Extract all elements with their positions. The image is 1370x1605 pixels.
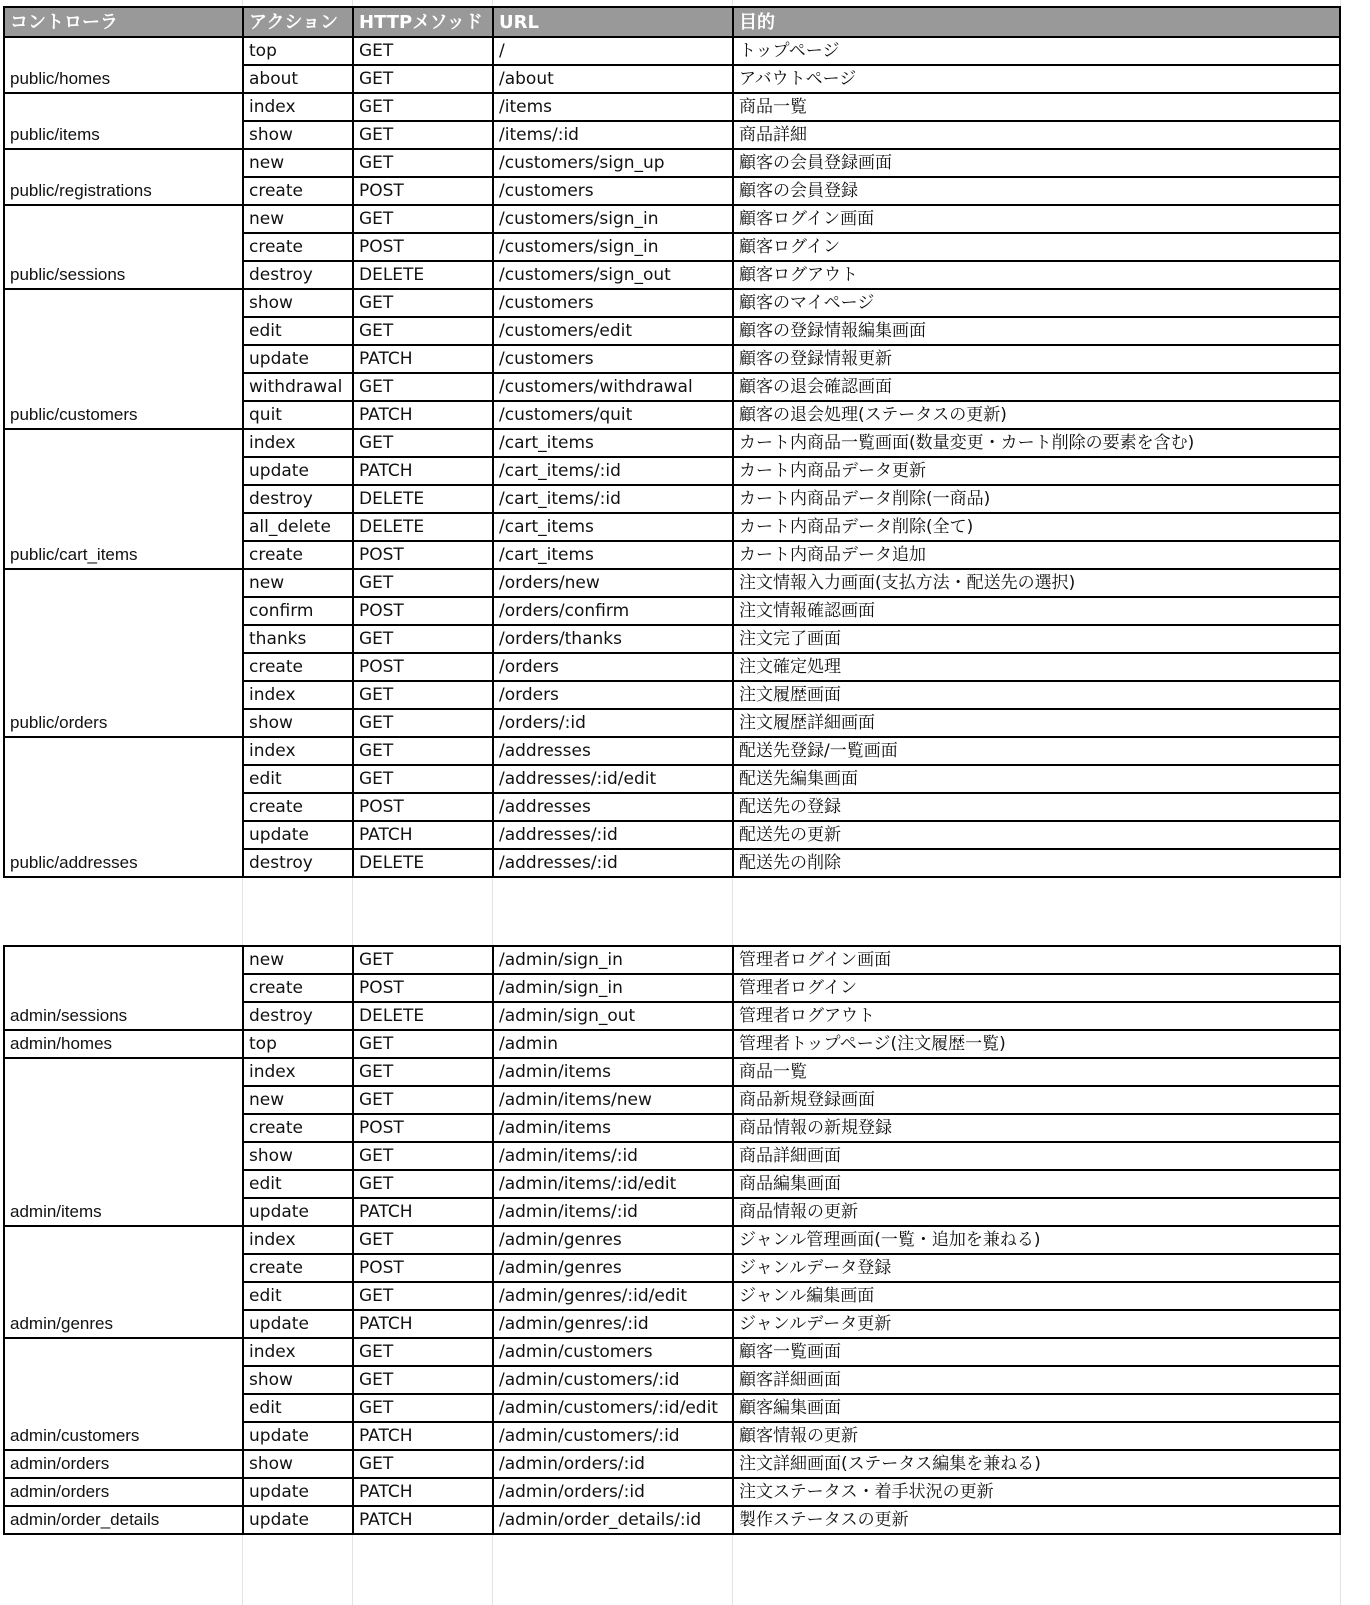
url-cell: /admin/customers/:id/edit <box>493 1394 733 1422</box>
http-method-cell: GET <box>353 149 493 177</box>
http-method-cell: POST <box>353 597 493 625</box>
url-cell: /admin/items <box>493 1114 733 1142</box>
controller-cell: admin/orders <box>4 1478 243 1506</box>
purpose-cell: 配送先登録/一覧画面 <box>733 737 1340 765</box>
purpose-cell: 管理者トップページ(注文履歴一覧) <box>733 1030 1340 1058</box>
url-cell: /about <box>493 65 733 93</box>
url-cell: /admin/orders/:id <box>493 1478 733 1506</box>
purpose-cell: 製作ステータスの更新 <box>733 1506 1340 1534</box>
purpose-cell: 顧客一覧画面 <box>733 1338 1340 1366</box>
url-cell: /addresses <box>493 793 733 821</box>
purpose-cell: 配送先の更新 <box>733 821 1340 849</box>
url-cell: /admin/items/:id <box>493 1142 733 1170</box>
action-cell: update <box>243 457 353 485</box>
table-row <box>4 946 1340 974</box>
url-cell: /customers/quit <box>493 401 733 429</box>
http-method-cell: DELETE <box>353 849 493 877</box>
url-cell: /admin/items <box>493 1058 733 1086</box>
http-method-cell: GET <box>353 429 493 457</box>
action-cell: edit <box>243 1394 353 1422</box>
action-cell: all_delete <box>243 513 353 541</box>
table-row <box>4 1338 1340 1366</box>
http-method-cell: GET <box>353 1282 493 1310</box>
url-cell: /admin/items/:id <box>493 1198 733 1226</box>
http-method-cell: POST <box>353 974 493 1002</box>
controller-cell: public/homes <box>4 37 243 93</box>
header-url: URL <box>493 7 733 37</box>
purpose-cell: 注文確定処理 <box>733 653 1340 681</box>
admin-routes-table <box>3 945 1341 1535</box>
url-cell: /customers <box>493 177 733 205</box>
url-cell: /cart_items/:id <box>493 485 733 513</box>
action-cell: destroy <box>243 261 353 289</box>
purpose-cell: 顧客の退会確認画面 <box>733 373 1340 401</box>
action-cell: new <box>243 946 353 974</box>
action-cell: thanks <box>243 625 353 653</box>
action-cell: new <box>243 149 353 177</box>
url-cell: /admin/customers/:id <box>493 1422 733 1450</box>
action-cell: create <box>243 1114 353 1142</box>
controller-cell: admin/sessions <box>4 946 243 1030</box>
header-row <box>4 7 1340 37</box>
table-row <box>4 429 1340 457</box>
action-cell: update <box>243 1198 353 1226</box>
http-method-cell: POST <box>353 541 493 569</box>
table-row <box>4 1030 1340 1058</box>
purpose-cell: 注文完了画面 <box>733 625 1340 653</box>
purpose-cell: ジャンルデータ登録 <box>733 1254 1340 1282</box>
url-cell: / <box>493 37 733 65</box>
action-cell: about <box>243 65 353 93</box>
header-purpose: 目的 <box>733 7 1340 37</box>
url-cell: /orders <box>493 653 733 681</box>
purpose-cell: 顧客編集画面 <box>733 1394 1340 1422</box>
action-cell: edit <box>243 1282 353 1310</box>
http-method-cell: DELETE <box>353 1002 493 1030</box>
controller-cell: public/customers <box>4 289 243 429</box>
purpose-cell: カート内商品データ追加 <box>733 541 1340 569</box>
purpose-cell: カート内商品データ更新 <box>733 457 1340 485</box>
action-cell: update <box>243 1422 353 1450</box>
url-cell: /customers/edit <box>493 317 733 345</box>
action-cell: create <box>243 974 353 1002</box>
action-cell: create <box>243 541 353 569</box>
url-cell: /admin/items/new <box>493 1086 733 1114</box>
action-cell: update <box>243 821 353 849</box>
public-routes-table <box>3 6 1341 878</box>
action-cell: show <box>243 121 353 149</box>
action-cell: create <box>243 793 353 821</box>
http-method-cell: GET <box>353 205 493 233</box>
purpose-cell: 顧客詳細画面 <box>733 1366 1340 1394</box>
action-cell: show <box>243 1366 353 1394</box>
url-cell: /cart_items <box>493 513 733 541</box>
action-cell: show <box>243 1450 353 1478</box>
purpose-cell: 顧客ログイン画面 <box>733 205 1340 233</box>
action-cell: show <box>243 1142 353 1170</box>
url-cell: /customers/sign_in <box>493 233 733 261</box>
purpose-cell: 顧客の会員登録画面 <box>733 149 1340 177</box>
url-cell: /admin <box>493 1030 733 1058</box>
action-cell: index <box>243 1226 353 1254</box>
purpose-cell: 商品編集画面 <box>733 1170 1340 1198</box>
action-cell: edit <box>243 1170 353 1198</box>
table-row <box>4 1058 1340 1086</box>
url-cell: /cart_items <box>493 541 733 569</box>
http-method-cell: DELETE <box>353 261 493 289</box>
action-cell: create <box>243 1254 353 1282</box>
purpose-cell: 注文履歴詳細画面 <box>733 709 1340 737</box>
http-method-cell: POST <box>353 653 493 681</box>
http-method-cell: GET <box>353 317 493 345</box>
http-method-cell: GET <box>353 569 493 597</box>
http-method-cell: GET <box>353 1366 493 1394</box>
table-row <box>4 737 1340 765</box>
http-method-cell: GET <box>353 1058 493 1086</box>
http-method-cell: GET <box>353 1394 493 1422</box>
url-cell: /admin/order_details/:id <box>493 1506 733 1534</box>
purpose-cell: 顧客の登録情報編集画面 <box>733 317 1340 345</box>
http-method-cell: GET <box>353 1338 493 1366</box>
url-cell: /addresses/:id <box>493 849 733 877</box>
url-cell: /admin/items/:id/edit <box>493 1170 733 1198</box>
action-cell: new <box>243 569 353 597</box>
url-cell: /addresses/:id <box>493 821 733 849</box>
http-method-cell: DELETE <box>353 485 493 513</box>
action-cell: withdrawal <box>243 373 353 401</box>
purpose-cell: 顧客の会員登録 <box>733 177 1340 205</box>
controller-cell: admin/genres <box>4 1226 243 1338</box>
action-cell: quit <box>243 401 353 429</box>
table-row <box>4 1450 1340 1478</box>
purpose-cell: アバウトページ <box>733 65 1340 93</box>
controller-cell: public/cart_items <box>4 429 243 569</box>
purpose-cell: カート内商品データ削除(一商品) <box>733 485 1340 513</box>
http-method-cell: PATCH <box>353 1478 493 1506</box>
purpose-cell: 顧客のマイページ <box>733 289 1340 317</box>
table-row <box>4 37 1340 65</box>
action-cell: create <box>243 653 353 681</box>
purpose-cell: 顧客ログイン <box>733 233 1340 261</box>
http-method-cell: GET <box>353 121 493 149</box>
purpose-cell: 配送先編集画面 <box>733 765 1340 793</box>
http-method-cell: GET <box>353 65 493 93</box>
header-http-method: HTTPメソッド <box>353 7 493 37</box>
purpose-cell: 顧客の退会処理(ステータスの更新) <box>733 401 1340 429</box>
url-cell: /admin/genres <box>493 1226 733 1254</box>
url-cell: /items/:id <box>493 121 733 149</box>
purpose-cell: ジャンルデータ更新 <box>733 1310 1340 1338</box>
action-cell: show <box>243 289 353 317</box>
purpose-cell: 商品詳細 <box>733 121 1340 149</box>
http-method-cell: GET <box>353 1086 493 1114</box>
http-method-cell: GET <box>353 37 493 65</box>
controller-cell: admin/items <box>4 1058 243 1226</box>
header-action: アクション <box>243 7 353 37</box>
http-method-cell: PATCH <box>353 1422 493 1450</box>
purpose-cell: 商品一覧 <box>733 93 1340 121</box>
action-cell: new <box>243 205 353 233</box>
url-cell: /customers/withdrawal <box>493 373 733 401</box>
http-method-cell: GET <box>353 709 493 737</box>
url-cell: /customers <box>493 289 733 317</box>
table-row <box>4 205 1340 233</box>
http-method-cell: GET <box>353 93 493 121</box>
url-cell: /customers <box>493 345 733 373</box>
http-method-cell: GET <box>353 1142 493 1170</box>
url-cell: /admin/genres/:id <box>493 1310 733 1338</box>
action-cell: create <box>243 233 353 261</box>
url-cell: /admin/orders/:id <box>493 1450 733 1478</box>
action-cell: update <box>243 1478 353 1506</box>
purpose-cell: 顧客の登録情報更新 <box>733 345 1340 373</box>
controller-cell: admin/customers <box>4 1338 243 1450</box>
action-cell: show <box>243 709 353 737</box>
action-cell: edit <box>243 317 353 345</box>
http-method-cell: GET <box>353 946 493 974</box>
http-method-cell: POST <box>353 177 493 205</box>
purpose-cell: ジャンル編集画面 <box>733 1282 1340 1310</box>
purpose-cell: 注文詳細画面(ステータス編集を兼ねる) <box>733 1450 1340 1478</box>
action-cell: confirm <box>243 597 353 625</box>
url-cell: /orders/thanks <box>493 625 733 653</box>
action-cell: edit <box>243 765 353 793</box>
action-cell: index <box>243 737 353 765</box>
controller-cell: public/items <box>4 93 243 149</box>
url-cell: /addresses <box>493 737 733 765</box>
action-cell: update <box>243 345 353 373</box>
table-row <box>4 1478 1340 1506</box>
controller-cell: public/sessions <box>4 205 243 289</box>
action-cell: update <box>243 1506 353 1534</box>
purpose-cell: 注文情報入力画面(支払方法・配送先の選択) <box>733 569 1340 597</box>
url-cell: /items <box>493 93 733 121</box>
purpose-cell: 商品詳細画面 <box>733 1142 1340 1170</box>
url-cell: /orders <box>493 681 733 709</box>
purpose-cell: 商品情報の更新 <box>733 1198 1340 1226</box>
table-row <box>4 289 1340 317</box>
url-cell: /cart_items <box>493 429 733 457</box>
action-cell: top <box>243 1030 353 1058</box>
http-method-cell: PATCH <box>353 345 493 373</box>
purpose-cell: カート内商品データ削除(全て) <box>733 513 1340 541</box>
action-cell: destroy <box>243 1002 353 1030</box>
url-cell: /addresses/:id/edit <box>493 765 733 793</box>
purpose-cell: 顧客情報の更新 <box>733 1422 1340 1450</box>
table-row <box>4 1506 1340 1534</box>
controller-cell: admin/homes <box>4 1030 243 1058</box>
purpose-cell: 顧客ログアウト <box>733 261 1340 289</box>
http-method-cell: DELETE <box>353 513 493 541</box>
http-method-cell: PATCH <box>353 401 493 429</box>
action-cell: index <box>243 681 353 709</box>
url-cell: /admin/customers <box>493 1338 733 1366</box>
purpose-cell: 管理者ログイン <box>733 974 1340 1002</box>
url-cell: /customers/sign_in <box>493 205 733 233</box>
http-method-cell: GET <box>353 289 493 317</box>
http-method-cell: GET <box>353 1450 493 1478</box>
action-cell: new <box>243 1086 353 1114</box>
purpose-cell: 管理者ログアウト <box>733 1002 1340 1030</box>
http-method-cell: POST <box>353 1114 493 1142</box>
action-cell: index <box>243 1338 353 1366</box>
url-cell: /admin/genres/:id/edit <box>493 1282 733 1310</box>
controller-cell: public/addresses <box>4 737 243 877</box>
http-method-cell: PATCH <box>353 1506 493 1534</box>
purpose-cell: 商品新規登録画面 <box>733 1086 1340 1114</box>
purpose-cell: カート内商品一覧画面(数量変更・カート削除の要素を含む) <box>733 429 1340 457</box>
http-method-cell: POST <box>353 1254 493 1282</box>
url-cell: /orders/new <box>493 569 733 597</box>
http-method-cell: POST <box>353 233 493 261</box>
url-cell: /admin/genres <box>493 1254 733 1282</box>
table-row <box>4 569 1340 597</box>
http-method-cell: PATCH <box>353 457 493 485</box>
http-method-cell: GET <box>353 1030 493 1058</box>
purpose-cell: 管理者ログイン画面 <box>733 946 1340 974</box>
url-cell: /customers/sign_out <box>493 261 733 289</box>
action-cell: index <box>243 1058 353 1086</box>
purpose-cell: 注文情報確認画面 <box>733 597 1340 625</box>
table-row <box>4 1226 1340 1254</box>
action-cell: top <box>243 37 353 65</box>
url-cell: /admin/sign_out <box>493 1002 733 1030</box>
header-controller: コントローラ <box>4 7 243 37</box>
controller-cell: public/registrations <box>4 149 243 205</box>
url-cell: /orders/confirm <box>493 597 733 625</box>
controller-cell: admin/order_details <box>4 1506 243 1534</box>
http-method-cell: PATCH <box>353 1310 493 1338</box>
table-row <box>4 149 1340 177</box>
http-method-cell: PATCH <box>353 1198 493 1226</box>
http-method-cell: POST <box>353 793 493 821</box>
action-cell: index <box>243 429 353 457</box>
controller-cell: public/orders <box>4 569 243 737</box>
url-cell: /customers/sign_up <box>493 149 733 177</box>
table-row <box>4 93 1340 121</box>
http-method-cell: PATCH <box>353 821 493 849</box>
action-cell: destroy <box>243 485 353 513</box>
purpose-cell: ジャンル管理画面(一覧・追加を兼ねる) <box>733 1226 1340 1254</box>
purpose-cell: 注文ステータス・着手状況の更新 <box>733 1478 1340 1506</box>
action-cell: destroy <box>243 849 353 877</box>
controller-cell: admin/orders <box>4 1450 243 1478</box>
http-method-cell: GET <box>353 1170 493 1198</box>
purpose-cell: 配送先の削除 <box>733 849 1340 877</box>
http-method-cell: GET <box>353 737 493 765</box>
url-cell: /cart_items/:id <box>493 457 733 485</box>
purpose-cell: トップページ <box>733 37 1340 65</box>
http-method-cell: GET <box>353 765 493 793</box>
http-method-cell: GET <box>353 625 493 653</box>
action-cell: update <box>243 1310 353 1338</box>
action-cell: index <box>243 93 353 121</box>
purpose-cell: 商品一覧 <box>733 1058 1340 1086</box>
http-method-cell: GET <box>353 373 493 401</box>
purpose-cell: 配送先の登録 <box>733 793 1340 821</box>
http-method-cell: GET <box>353 1226 493 1254</box>
action-cell: create <box>243 177 353 205</box>
purpose-cell: 注文履歴画面 <box>733 681 1340 709</box>
http-method-cell: GET <box>353 681 493 709</box>
url-cell: /admin/customers/:id <box>493 1366 733 1394</box>
url-cell: /admin/sign_in <box>493 946 733 974</box>
url-cell: /orders/:id <box>493 709 733 737</box>
purpose-cell: 商品情報の新規登録 <box>733 1114 1340 1142</box>
url-cell: /admin/sign_in <box>493 974 733 1002</box>
